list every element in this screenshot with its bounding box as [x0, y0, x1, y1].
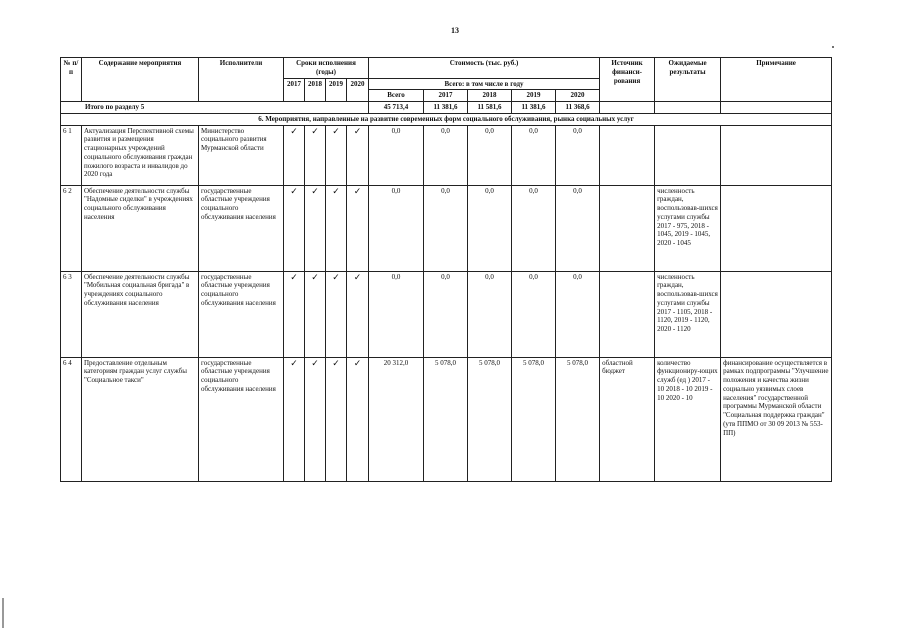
check-2017: ✓ — [284, 125, 305, 185]
cost-2020: 0,0 — [556, 185, 600, 271]
scan-dot — [832, 46, 834, 48]
cost-2018: 0,0 — [468, 125, 512, 185]
check-2018: ✓ — [305, 185, 326, 271]
row-executors: государственные областные учреждения социального обслуживания населения — [199, 357, 284, 481]
header-cost: Стоимость (тыс. руб.) — [369, 58, 600, 79]
check-2017: ✓ — [284, 271, 305, 357]
row-num: 6 2 — [61, 185, 82, 271]
header-cost-2017: 2017 — [424, 90, 468, 102]
header-num: № п/п — [61, 58, 82, 102]
cost-2019: 0,0 — [512, 271, 556, 357]
row-content: Обеспечение деятельности службы "Мобильная социальная бригада" в учреждениях социального обслуживания населения — [82, 271, 199, 357]
cost-2019: 0,0 — [512, 185, 556, 271]
header-expected: Ожидаемые результаты — [655, 58, 721, 102]
row-note — [721, 271, 832, 357]
section-title: 6. Мероприятия, направленные на развитие современных форм социального обслуживания, рынка социальных услуг — [61, 113, 832, 125]
check-2020: ✓ — [347, 185, 369, 271]
cost-2018: 5 078,0 — [468, 357, 512, 481]
cost-2018: 0,0 — [468, 271, 512, 357]
header-cost-2020: 2020 — [556, 90, 600, 102]
header-executors: Исполнители — [199, 58, 284, 102]
check-2019: ✓ — [326, 357, 347, 481]
section-title-row — [61, 113, 832, 125]
cost-total: 0,0 — [369, 125, 424, 185]
check-2019: ✓ — [326, 271, 347, 357]
header-cost-2019: 2019 — [512, 90, 556, 102]
row-num: 6 3 — [61, 271, 82, 357]
page-number: 13 — [451, 26, 459, 35]
subtotal-total: 45 713,4 — [369, 102, 424, 114]
row-executors: государственные областные учреждения социального обслуживания населения — [199, 185, 284, 271]
cost-2020: 0,0 — [556, 125, 600, 185]
row-note: финансирование осуществляется в рамках подпрограммы "Улучшение положения и качества жизни социально уязвимых слоев населения" государственной программы Мурманской области "Социальная поддержка граждан" (утв ППМО от 30 09 2013 № 553-ПП) — [721, 357, 832, 481]
cost-2017: 5 078,0 — [424, 357, 468, 481]
table-row — [61, 357, 832, 481]
header-source: Источник финанси-рования — [600, 58, 655, 102]
header-row-1 — [61, 58, 832, 79]
row-executors: Министерство социального развития Мурманской области — [199, 125, 284, 185]
activities-table — [60, 57, 832, 482]
header-cost-2018: 2018 — [468, 90, 512, 102]
cost-2017: 0,0 — [424, 271, 468, 357]
header-year-2019: 2019 — [326, 78, 347, 102]
row-expected: численность граждан, воспользовав-шихся услугами службы 2017 - 975, 2018 - 1045, 2019 - 1045, 2020 - 1045 — [655, 185, 721, 271]
check-2020: ✓ — [347, 125, 369, 185]
cost-total: 20 312,0 — [369, 357, 424, 481]
cost-2019: 5 078,0 — [512, 357, 556, 481]
table-row — [61, 125, 832, 185]
row-source — [600, 271, 655, 357]
subtotal-2020: 11 368,6 — [556, 102, 600, 114]
row-note — [721, 185, 832, 271]
check-2017: ✓ — [284, 357, 305, 481]
header-content: Содержание мероприятия — [82, 58, 199, 102]
table-row — [61, 271, 832, 357]
check-2018: ✓ — [305, 357, 326, 481]
check-2018: ✓ — [305, 271, 326, 357]
cost-2017: 0,0 — [424, 125, 468, 185]
row-executors: государственные областные учреждения социального обслуживания населения — [199, 271, 284, 357]
check-2019: ✓ — [326, 185, 347, 271]
cost-2019: 0,0 — [512, 125, 556, 185]
subtotal-label: Итого по разделу 5 — [61, 102, 369, 114]
cost-2017: 0,0 — [424, 185, 468, 271]
header-year-2017: 2017 — [284, 78, 305, 102]
table-row — [61, 185, 832, 271]
row-source: областной бюджет — [600, 357, 655, 481]
cost-2020: 5 078,0 — [556, 357, 600, 481]
check-2020: ✓ — [347, 271, 369, 357]
header-cost-total: Всего — [369, 90, 424, 102]
row-num: 6 1 — [61, 125, 82, 185]
row-expected: численность граждан, воспользовав-шихся услугами службы 2017 - 1105, 2018 - 1120, 2019 - 1120, 2020 - 1120 — [655, 271, 721, 357]
row-num: 6 4 — [61, 357, 82, 481]
header-cost-total-label: Всего: в том числе в году — [369, 78, 600, 90]
header-year-2018: 2018 — [305, 78, 326, 102]
cost-total: 0,0 — [369, 185, 424, 271]
row-content: Актуализация Перспективной схемы развития и размещения стационарных учреждений социального обслуживания граждан пожилого возраста и инвалидов до 2020 года — [82, 125, 199, 185]
row-content: Предоставление отдельным категориям граждан услуг службы "Социальное такси" — [82, 357, 199, 481]
subtotal-2017: 11 381,6 — [424, 102, 468, 114]
subtotal-2019: 11 381,6 — [512, 102, 556, 114]
check-2020: ✓ — [347, 357, 369, 481]
header-year-2020: 2020 — [347, 78, 369, 102]
check-2017: ✓ — [284, 185, 305, 271]
cost-2018: 0,0 — [468, 185, 512, 271]
row-note — [721, 125, 832, 185]
row-source — [600, 185, 655, 271]
cost-2020: 0,0 — [556, 271, 600, 357]
row-source — [600, 125, 655, 185]
cost-total: 0,0 — [369, 271, 424, 357]
header-terms: Сроки исполнения (годы) — [284, 58, 369, 79]
check-2018: ✓ — [305, 125, 326, 185]
row-expected — [655, 125, 721, 185]
scan-edge-mark — [2, 598, 4, 628]
row-expected: количество функциониру-ющих служб (ед ) 2017 - 10 2018 - 10 2019 - 10 2020 - 10 — [655, 357, 721, 481]
row-content: Обеспечение деятельности службы "Надомные сиделки" в учреждениях социального обслуживания населения — [82, 185, 199, 271]
subtotal-2018: 11 581,6 — [468, 102, 512, 114]
subtotal-row — [61, 102, 832, 114]
header-note: Примечание — [721, 58, 832, 102]
check-2019: ✓ — [326, 125, 347, 185]
